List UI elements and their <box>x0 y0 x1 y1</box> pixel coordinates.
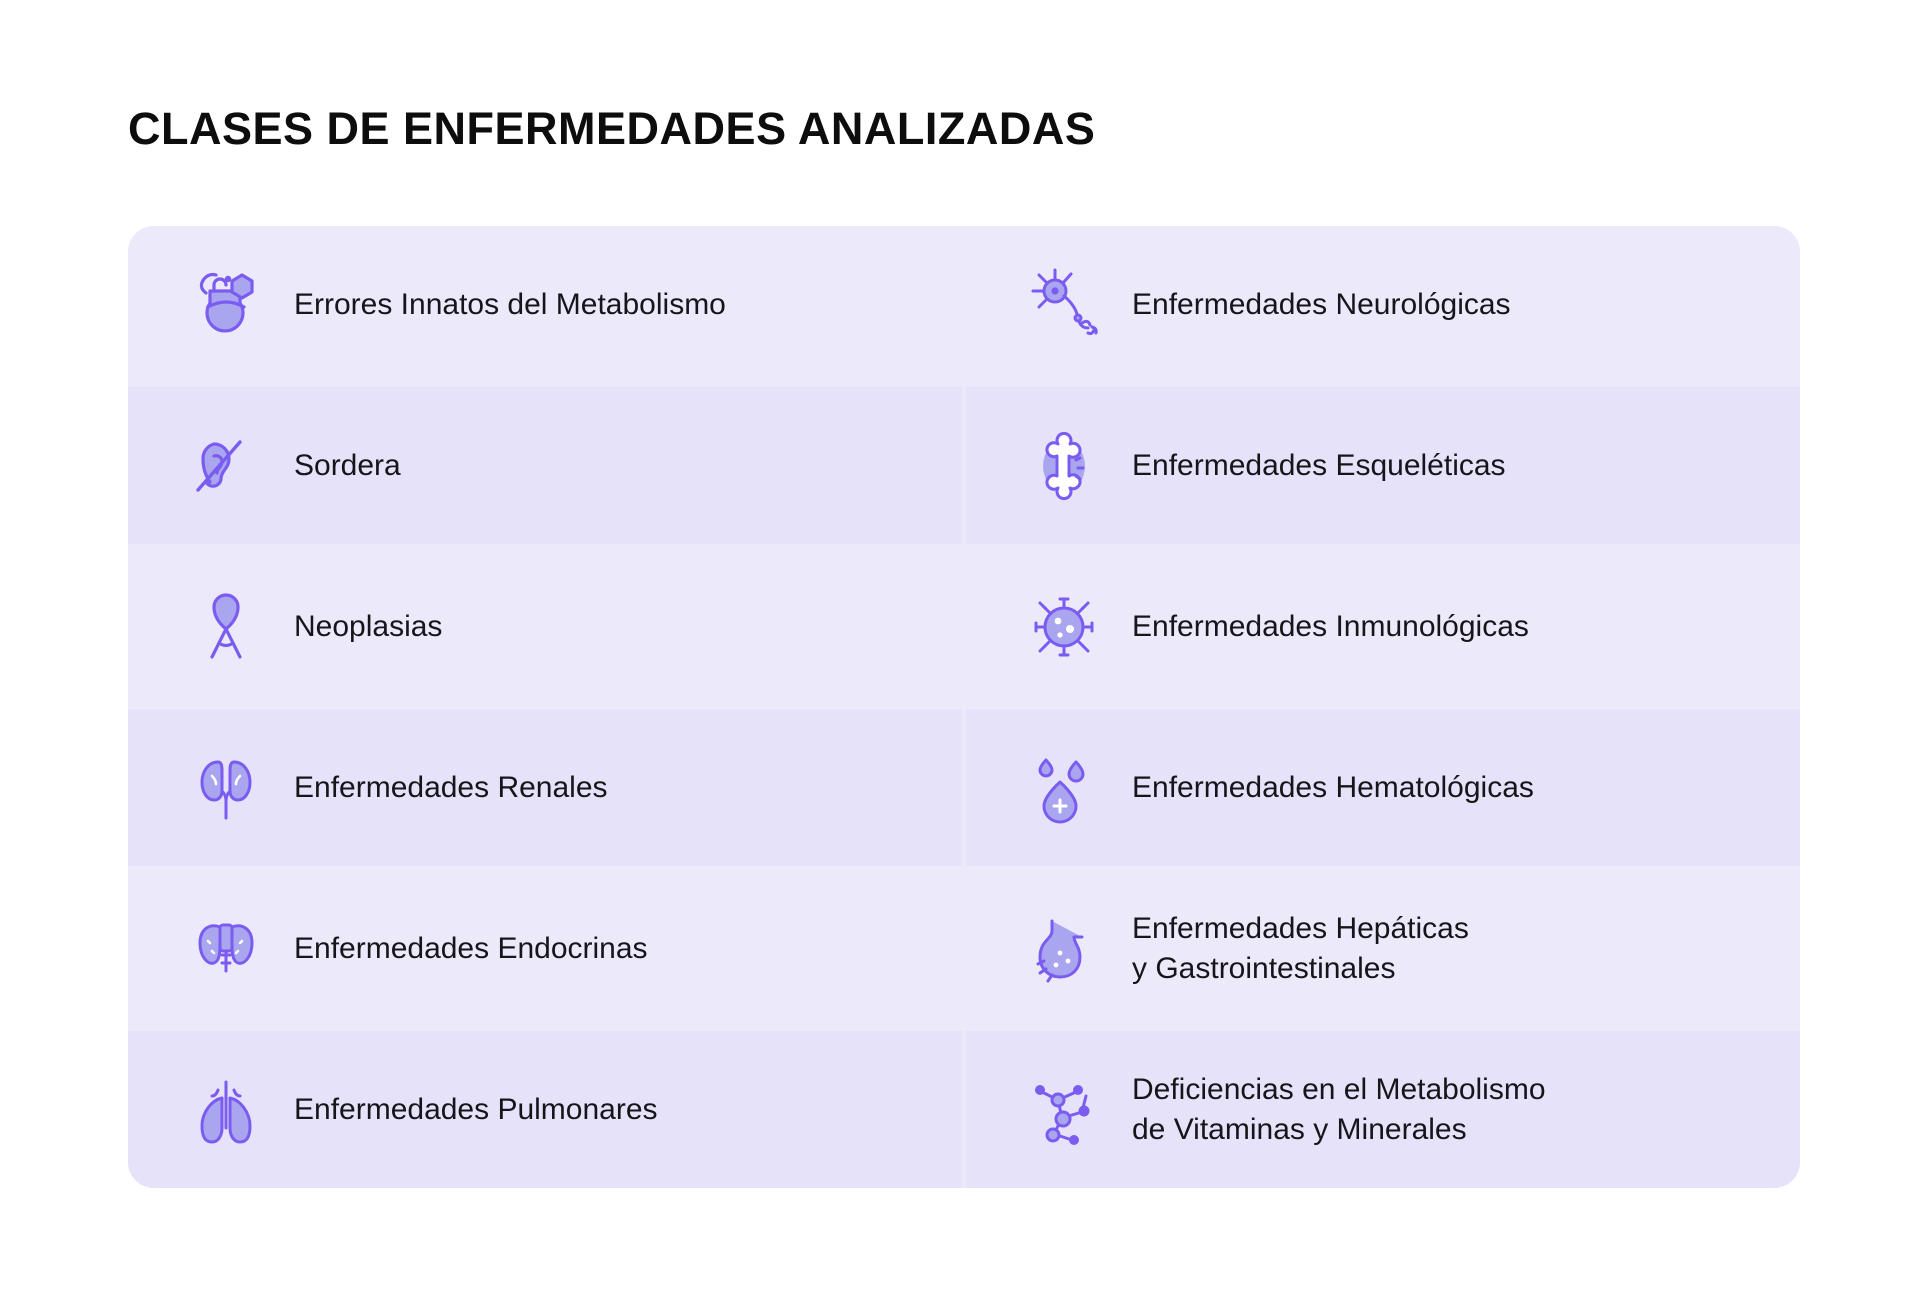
category-label <box>1116 446 1526 486</box>
category-label <box>278 929 668 969</box>
category-label-line1: Deficiencias en el Metabolismo <box>1132 1072 1546 1106</box>
category-label-line1: Enfermedades Esqueléticas <box>1132 448 1506 482</box>
awareness-ribbon-icon <box>174 575 278 679</box>
category-label-line1: Enfermedades Inmunológicas <box>1132 609 1529 643</box>
bone-icon <box>1012 414 1116 518</box>
ear-crossed-icon <box>174 414 278 518</box>
category-card-enfermedades-hematologicas[interactable] <box>966 709 1800 866</box>
category-label <box>1116 1070 1566 1149</box>
stomach-icon <box>1012 897 1116 1001</box>
category-card-errores-innatos-metabolismo[interactable] <box>128 226 962 383</box>
category-label <box>1116 768 1554 808</box>
category-card-sordera[interactable] <box>128 387 962 544</box>
category-card-deficiencias-metabolismo-vitaminas-minerales[interactable] <box>966 1031 1800 1188</box>
category-card-neoplasias[interactable] <box>128 548 962 705</box>
category-label <box>278 285 746 325</box>
category-card-enfermedades-esqueleticas[interactable] <box>966 387 1800 544</box>
category-card-enfermedades-endocrinas[interactable] <box>128 870 962 1027</box>
category-label-line1: Enfermedades Neurológicas <box>1132 287 1511 321</box>
category-card-enfermedades-inmunologicas[interactable] <box>966 548 1800 705</box>
category-label-line1: Enfermedades Hepáticas <box>1132 911 1469 945</box>
category-label-line1: Sordera <box>294 448 401 482</box>
kidneys-icon <box>174 736 278 840</box>
category-label-line1: Enfermedades Renales <box>294 770 608 804</box>
category-card-enfermedades-renales[interactable] <box>128 709 962 866</box>
category-label-line1: Enfermedades Pulmonares <box>294 1092 658 1126</box>
category-label-line1: Errores Innatos del Metabolismo <box>294 287 726 321</box>
category-label-line1: Enfermedades Hematológicas <box>1132 770 1534 804</box>
metabolism-flask-icon <box>174 253 278 357</box>
category-card-enfermedades-neurologicas[interactable] <box>966 226 1800 383</box>
category-label <box>1116 285 1531 325</box>
category-label <box>278 607 462 647</box>
category-label <box>278 1090 678 1130</box>
disease-class-grid <box>128 226 1800 1188</box>
molecule-icon <box>1012 1058 1116 1162</box>
category-card-enfermedades-hepaticas-gastrointestinales[interactable] <box>966 870 1800 1027</box>
neuron-icon <box>1012 253 1116 357</box>
category-label-line1: Neoplasias <box>294 609 443 643</box>
category-label <box>1116 909 1489 988</box>
category-label-line1: Enfermedades Endocrinas <box>294 931 648 965</box>
virus-icon <box>1012 575 1116 679</box>
thyroid-icon <box>174 897 278 1001</box>
blood-drop-icon <box>1012 736 1116 840</box>
lungs-icon <box>174 1058 278 1162</box>
category-label-line2: y Gastrointestinales <box>1132 951 1396 985</box>
page-title: CLASES DE ENFERMEDADES ANALIZADAS <box>128 103 1096 154</box>
category-label-line2: de Vitaminas y Minerales <box>1132 1112 1467 1146</box>
category-label <box>278 768 628 808</box>
category-label <box>278 446 421 486</box>
category-label <box>1116 607 1549 647</box>
category-card-enfermedades-pulmonares[interactable] <box>128 1031 962 1188</box>
